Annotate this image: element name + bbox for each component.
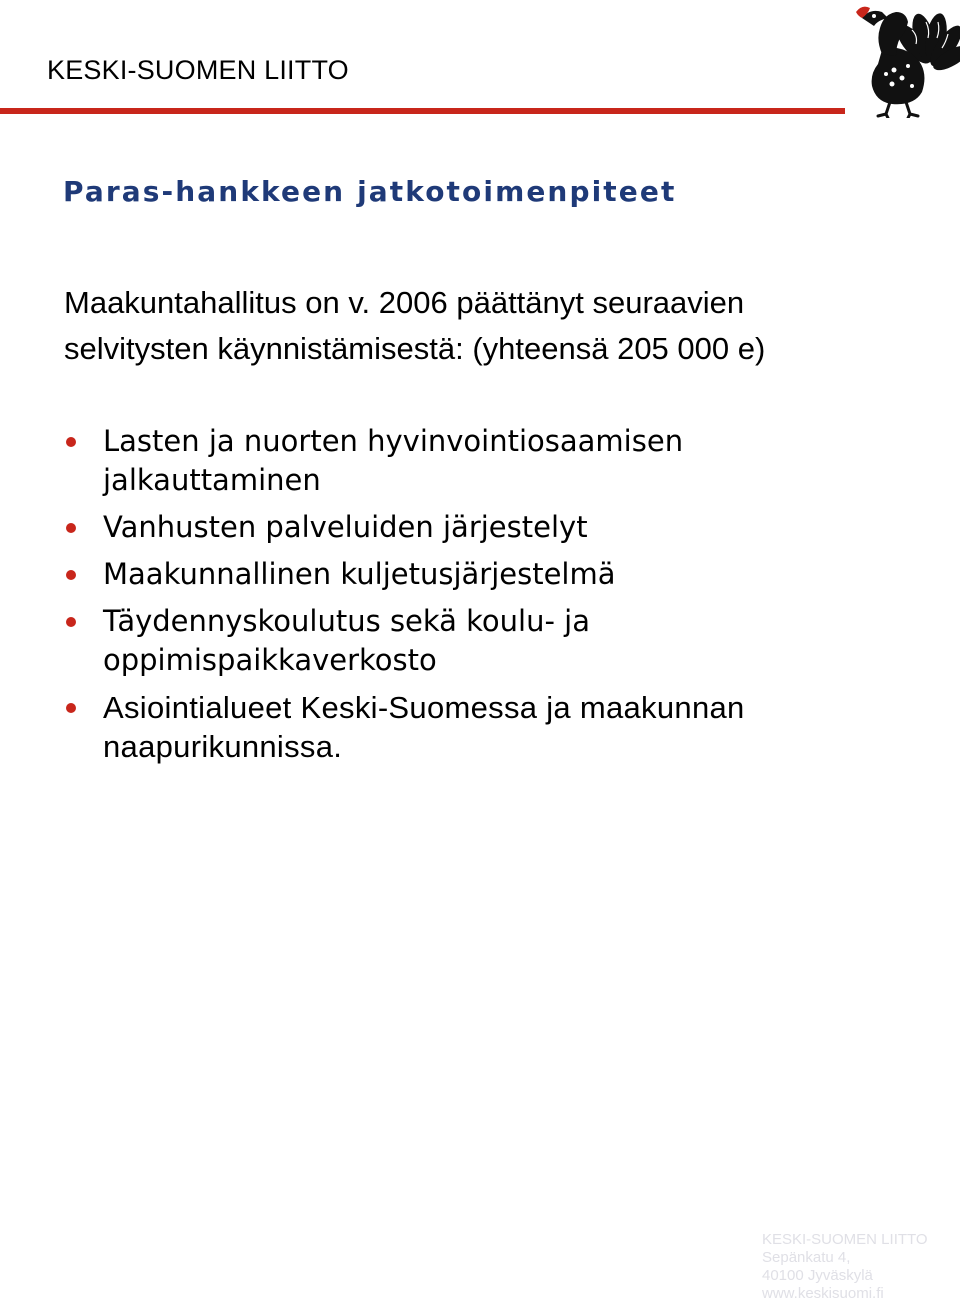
footer-org: KESKI-SUOMEN LIITTO — [762, 1231, 928, 1248]
footer-street: Sepänkatu 4, — [762, 1249, 851, 1266]
list-item-text: Vanhusten palveluiden järjestelyt — [103, 510, 588, 544]
bullet-icon — [66, 617, 76, 627]
intro-paragraph — [64, 280, 904, 372]
list-item — [66, 602, 926, 680]
list-item — [66, 508, 926, 547]
page-title: Paras-hankkeen jatkotoimenpiteet — [63, 175, 677, 208]
bullet-icon — [66, 703, 76, 713]
list-item-text: oppimispaikkaverkosto — [103, 643, 437, 677]
list-item-text: Täydennyskoulutus sekä koulu- ja — [103, 604, 590, 638]
selvitykset-list — [66, 422, 926, 774]
list-item-text: jalkauttaminen — [103, 463, 321, 497]
list-item-text: Lasten ja nuorten hyvinvointiosaamisen — [103, 424, 684, 458]
intro-line: Maakuntahallitus on v. 2006 päättänyt seuraavien — [64, 285, 745, 320]
organization-name: KESKI-SUOMEN LIITTO — [47, 55, 349, 85]
footer-contact — [762, 1231, 928, 1303]
bullet-icon — [66, 570, 76, 580]
footer-city: 40100 Jyväskylä — [762, 1267, 873, 1284]
bullet-icon — [66, 523, 76, 533]
list-item — [66, 555, 926, 594]
capercaillie-bird-logo — [842, 0, 960, 118]
footer-web-link[interactable]: www.keskisuomi.fi — [762, 1285, 884, 1302]
header-divider — [0, 108, 845, 114]
list-item-text: Maakunnallinen kuljetusjärjestelmä — [103, 557, 616, 591]
list-item — [66, 422, 926, 500]
list-item-text: naapurikunnissa. — [103, 729, 343, 764]
list-item — [66, 688, 926, 766]
intro-line: selvitysten käynnistämisestä: (yhteensä 205 000 e) — [64, 331, 766, 366]
list-item-text: Asiointialueet Keski-Suomessa ja maakunnan — [103, 690, 745, 725]
bullet-icon — [66, 437, 76, 447]
